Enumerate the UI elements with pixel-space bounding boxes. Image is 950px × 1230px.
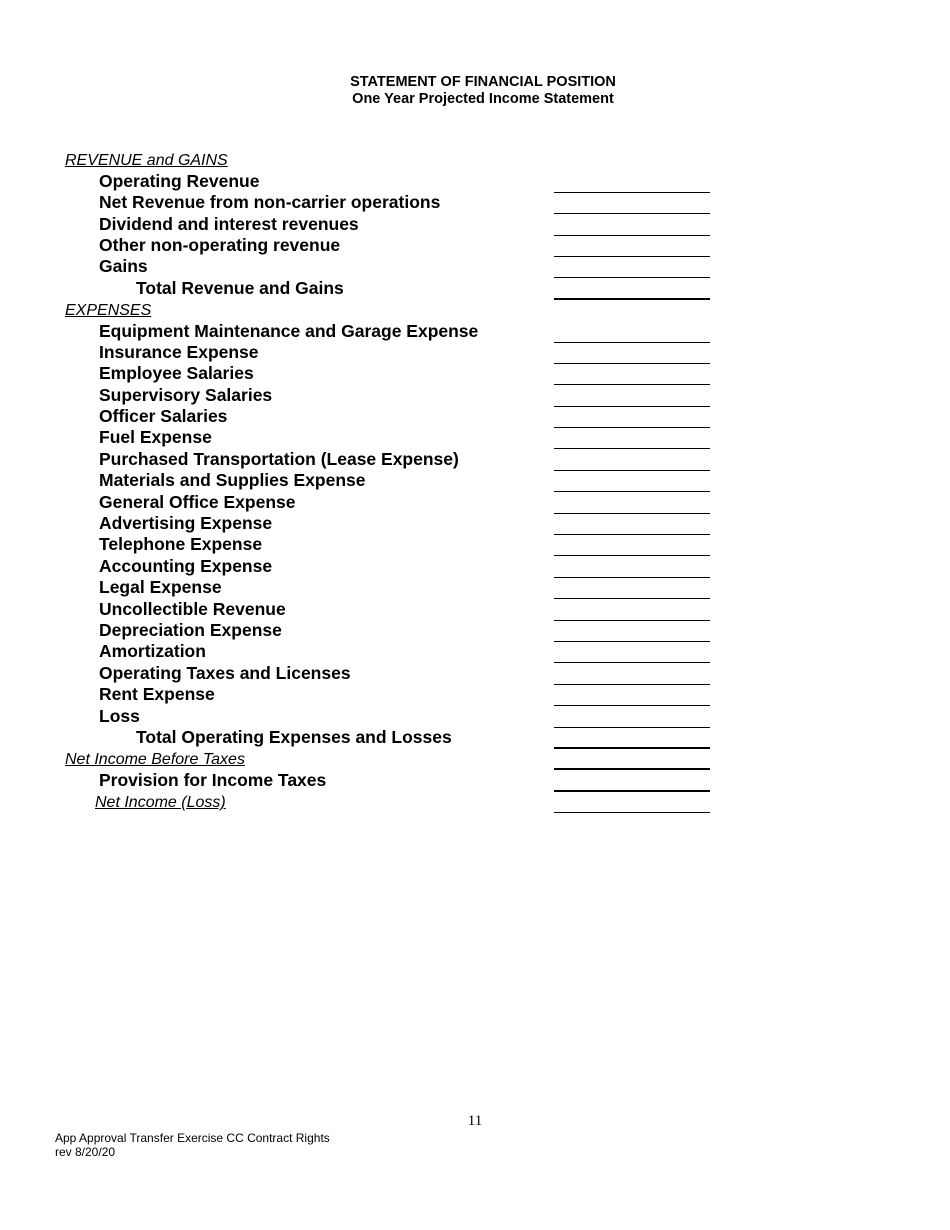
line-item-label: Depreciation Expense	[99, 619, 282, 640]
statement-row	[0, 214, 950, 235]
statement-row	[0, 171, 950, 192]
line-item-label: Equipment Maintenance and Garage Expense	[99, 320, 479, 341]
document-title: STATEMENT OF FINANCIAL POSITION	[350, 74, 616, 90]
line-item-label: Total Revenue and Gains	[136, 277, 344, 298]
statement-row	[0, 663, 950, 684]
statement-row	[0, 642, 950, 663]
statement-row	[0, 792, 950, 813]
footer-document-name: App Approval Transfer Exercise CC Contract Rights	[55, 1131, 330, 1145]
line-item-label: Other non-operating revenue	[99, 234, 341, 255]
statement-row	[0, 407, 950, 428]
line-item-label: Insurance Expense	[99, 341, 259, 362]
line-item-label: Accounting Expense	[99, 555, 273, 576]
document-header	[0, 74, 950, 108]
statement-row	[0, 193, 950, 214]
line-item-label: Loss	[99, 705, 140, 726]
statement-row	[0, 492, 950, 513]
document-subtitle: One Year Projected Income Statement	[352, 91, 614, 107]
statement-row	[0, 343, 950, 364]
statement-row	[0, 364, 950, 385]
income-statement-rows	[0, 150, 950, 813]
statement-row	[0, 578, 950, 599]
statement-row	[0, 300, 950, 321]
line-item-label: Rent Expense	[99, 684, 215, 705]
line-item-label: Amortization	[99, 641, 206, 662]
line-item-label: Dividend and interest revenues	[99, 213, 359, 234]
statement-row	[0, 556, 950, 577]
line-item-label: Fuel Expense	[99, 427, 212, 448]
statement-row	[0, 278, 950, 299]
line-item-label: General Office Expense	[99, 491, 296, 512]
line-item-label: Legal Expense	[99, 577, 222, 598]
statement-row	[0, 257, 950, 278]
line-item-label: Net Income (Loss)	[95, 794, 226, 812]
statement-row	[0, 428, 950, 449]
line-item-label: Gains	[99, 256, 148, 277]
line-item-label: Operating Revenue	[99, 170, 260, 191]
amount-blank-line	[554, 812, 710, 813]
line-item-label: Officer Salaries	[99, 406, 228, 427]
statement-row	[0, 728, 950, 749]
statement-row	[0, 321, 950, 342]
statement-row	[0, 685, 950, 706]
statement-row	[0, 449, 950, 470]
line-item-label: Materials and Supplies Expense	[99, 470, 366, 491]
footer-revision: rev 8/20/20	[55, 1145, 116, 1159]
line-item-label: Advertising Expense	[99, 513, 273, 534]
line-item-label: Purchased Transportation (Lease Expense)	[99, 448, 459, 469]
line-item-label: Total Operating Expenses and Losses	[136, 726, 452, 747]
section-heading: Net Income Before Taxes	[65, 751, 245, 769]
section-heading: EXPENSES	[65, 302, 152, 320]
statement-row	[0, 770, 950, 791]
statement-row	[0, 514, 950, 535]
statement-row	[0, 621, 950, 642]
statement-row	[0, 236, 950, 257]
line-item-label: Provision for Income Taxes	[99, 769, 327, 790]
statement-row	[0, 471, 950, 492]
line-item-label: Uncollectible Revenue	[99, 598, 286, 619]
page-number: 11	[467, 1113, 483, 1129]
line-item-label: Supervisory Salaries	[99, 384, 273, 405]
statement-row	[0, 385, 950, 406]
document-footer	[55, 1131, 330, 1159]
line-item-label: Net Revenue from non-carrier operations	[99, 192, 441, 213]
statement-row	[0, 749, 950, 770]
line-item-label: Employee Salaries	[99, 363, 254, 384]
statement-row	[0, 535, 950, 556]
statement-row	[0, 599, 950, 620]
line-item-label: Telephone Expense	[99, 534, 263, 555]
statement-row	[0, 706, 950, 727]
line-item-label: Operating Taxes and Licenses	[99, 662, 351, 683]
statement-row	[0, 150, 950, 171]
section-heading: REVENUE and GAINS	[65, 152, 228, 170]
